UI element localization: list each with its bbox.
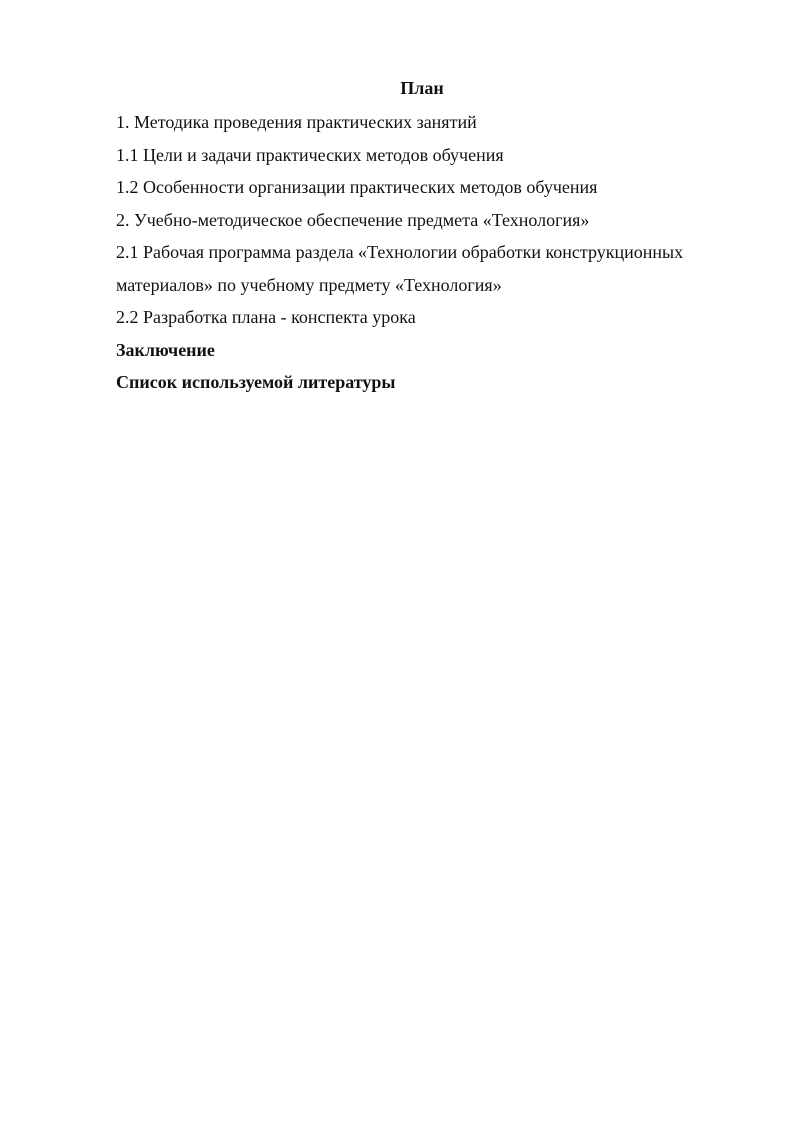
toc-item-2-1-continued: материалов» по учебному предмету «Технология»: [116, 274, 502, 295]
page-title: План: [400, 78, 444, 98]
toc-conclusion: Заключение: [116, 339, 215, 360]
toc-item-1-2: 1.2 Особенности организации практических методов обучения: [116, 177, 598, 197]
toc-item-2-2: 2.2 Разработка плана - конспекта урока: [116, 307, 416, 327]
toc-item-1-1: 1.1 Цели и задачи практических методов обучения: [116, 144, 504, 165]
toc-item-2-1: 2.1 Рабочая программа раздела «Технологии обработки конструкционных: [116, 242, 684, 262]
toc-references: Список используемой литературы: [116, 372, 396, 392]
table-of-contents: [116, 74, 726, 399]
toc-item-1: 1. Методика проведения практических занятий: [116, 112, 477, 132]
toc-item-2: 2. Учебно-методическое обеспечение предмета «Технология»: [116, 209, 590, 230]
